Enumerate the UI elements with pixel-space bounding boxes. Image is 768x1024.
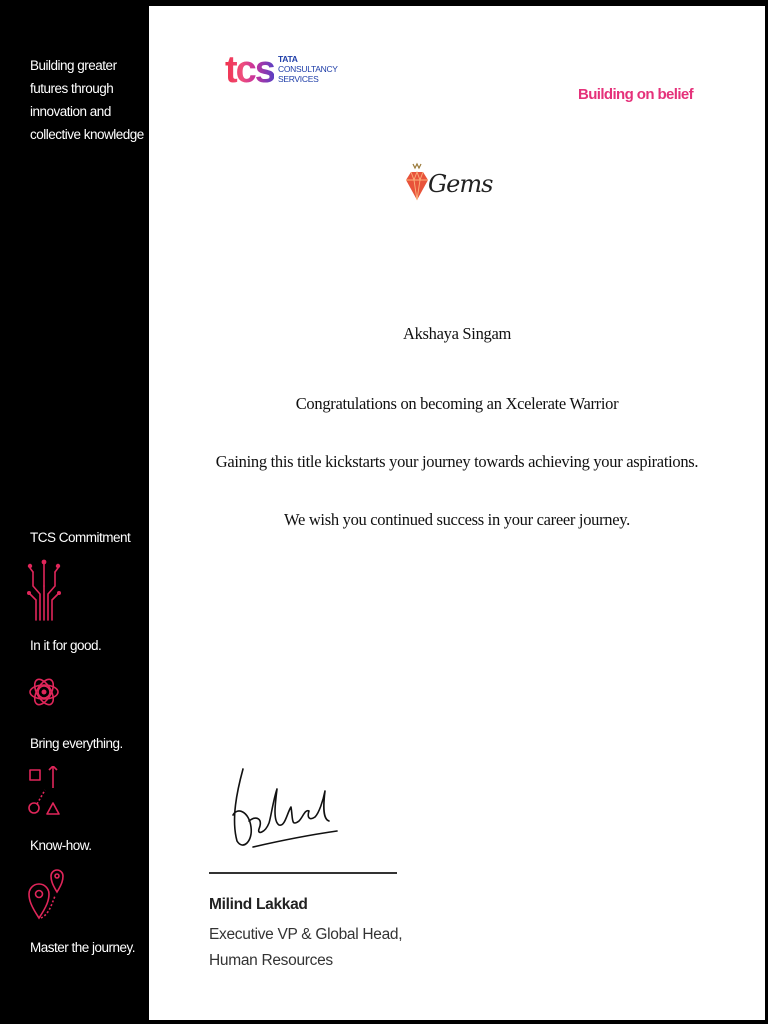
gem-icon: [404, 162, 430, 202]
slogan: Building on belief: [578, 86, 694, 103]
certificate-page: [149, 6, 765, 1020]
signatory-title: Executive VP & Global Head,: [209, 926, 403, 943]
location-pins-icon: [27, 862, 67, 920]
congratulations-line: Congratulations on becoming an Xcelerate Warrior: [295, 394, 619, 413]
tagline-line: innovation and: [30, 104, 111, 119]
tcs-logo-words: [278, 54, 338, 84]
aspiration-line: Gaining this title kickstarts your journey towards achieving your aspirations.: [215, 452, 699, 471]
success-wish-line: We wish you continued success in your career journey.: [284, 510, 630, 529]
sidebar-tagline: [30, 54, 142, 146]
tcs-logo-mark: tcs: [225, 49, 274, 91]
sidebar: [0, 0, 149, 1024]
commitment-label: In it for good.: [30, 638, 102, 653]
atom-orbit-icon: [27, 668, 61, 718]
logo-line: CONSULTANCY: [278, 64, 338, 74]
signature-line: [209, 872, 397, 874]
tagline-line: Building greater: [30, 58, 117, 73]
commitment-label: Know-how.: [30, 838, 92, 853]
commitment-title: TCS Commitment: [30, 530, 131, 545]
tagline-line: collective knowledge: [30, 127, 144, 142]
tagline-line: futures through: [30, 81, 114, 96]
signatory-department: Human Resources: [209, 952, 333, 969]
logo-line: SERVICES: [278, 74, 319, 84]
commitment-label: Master the journey.: [30, 940, 136, 955]
signatory-name: Milind Lakkad: [209, 896, 308, 913]
commitment-label: Bring everything.: [30, 736, 123, 751]
shapes-arrow-icon: [27, 766, 61, 818]
signature: [229, 761, 339, 853]
circuit-tree-icon: [27, 556, 61, 622]
logo-line: TATA: [278, 54, 298, 64]
recipient-name: Akshaya Singam: [402, 324, 512, 343]
program-name: Gems: [428, 170, 493, 198]
